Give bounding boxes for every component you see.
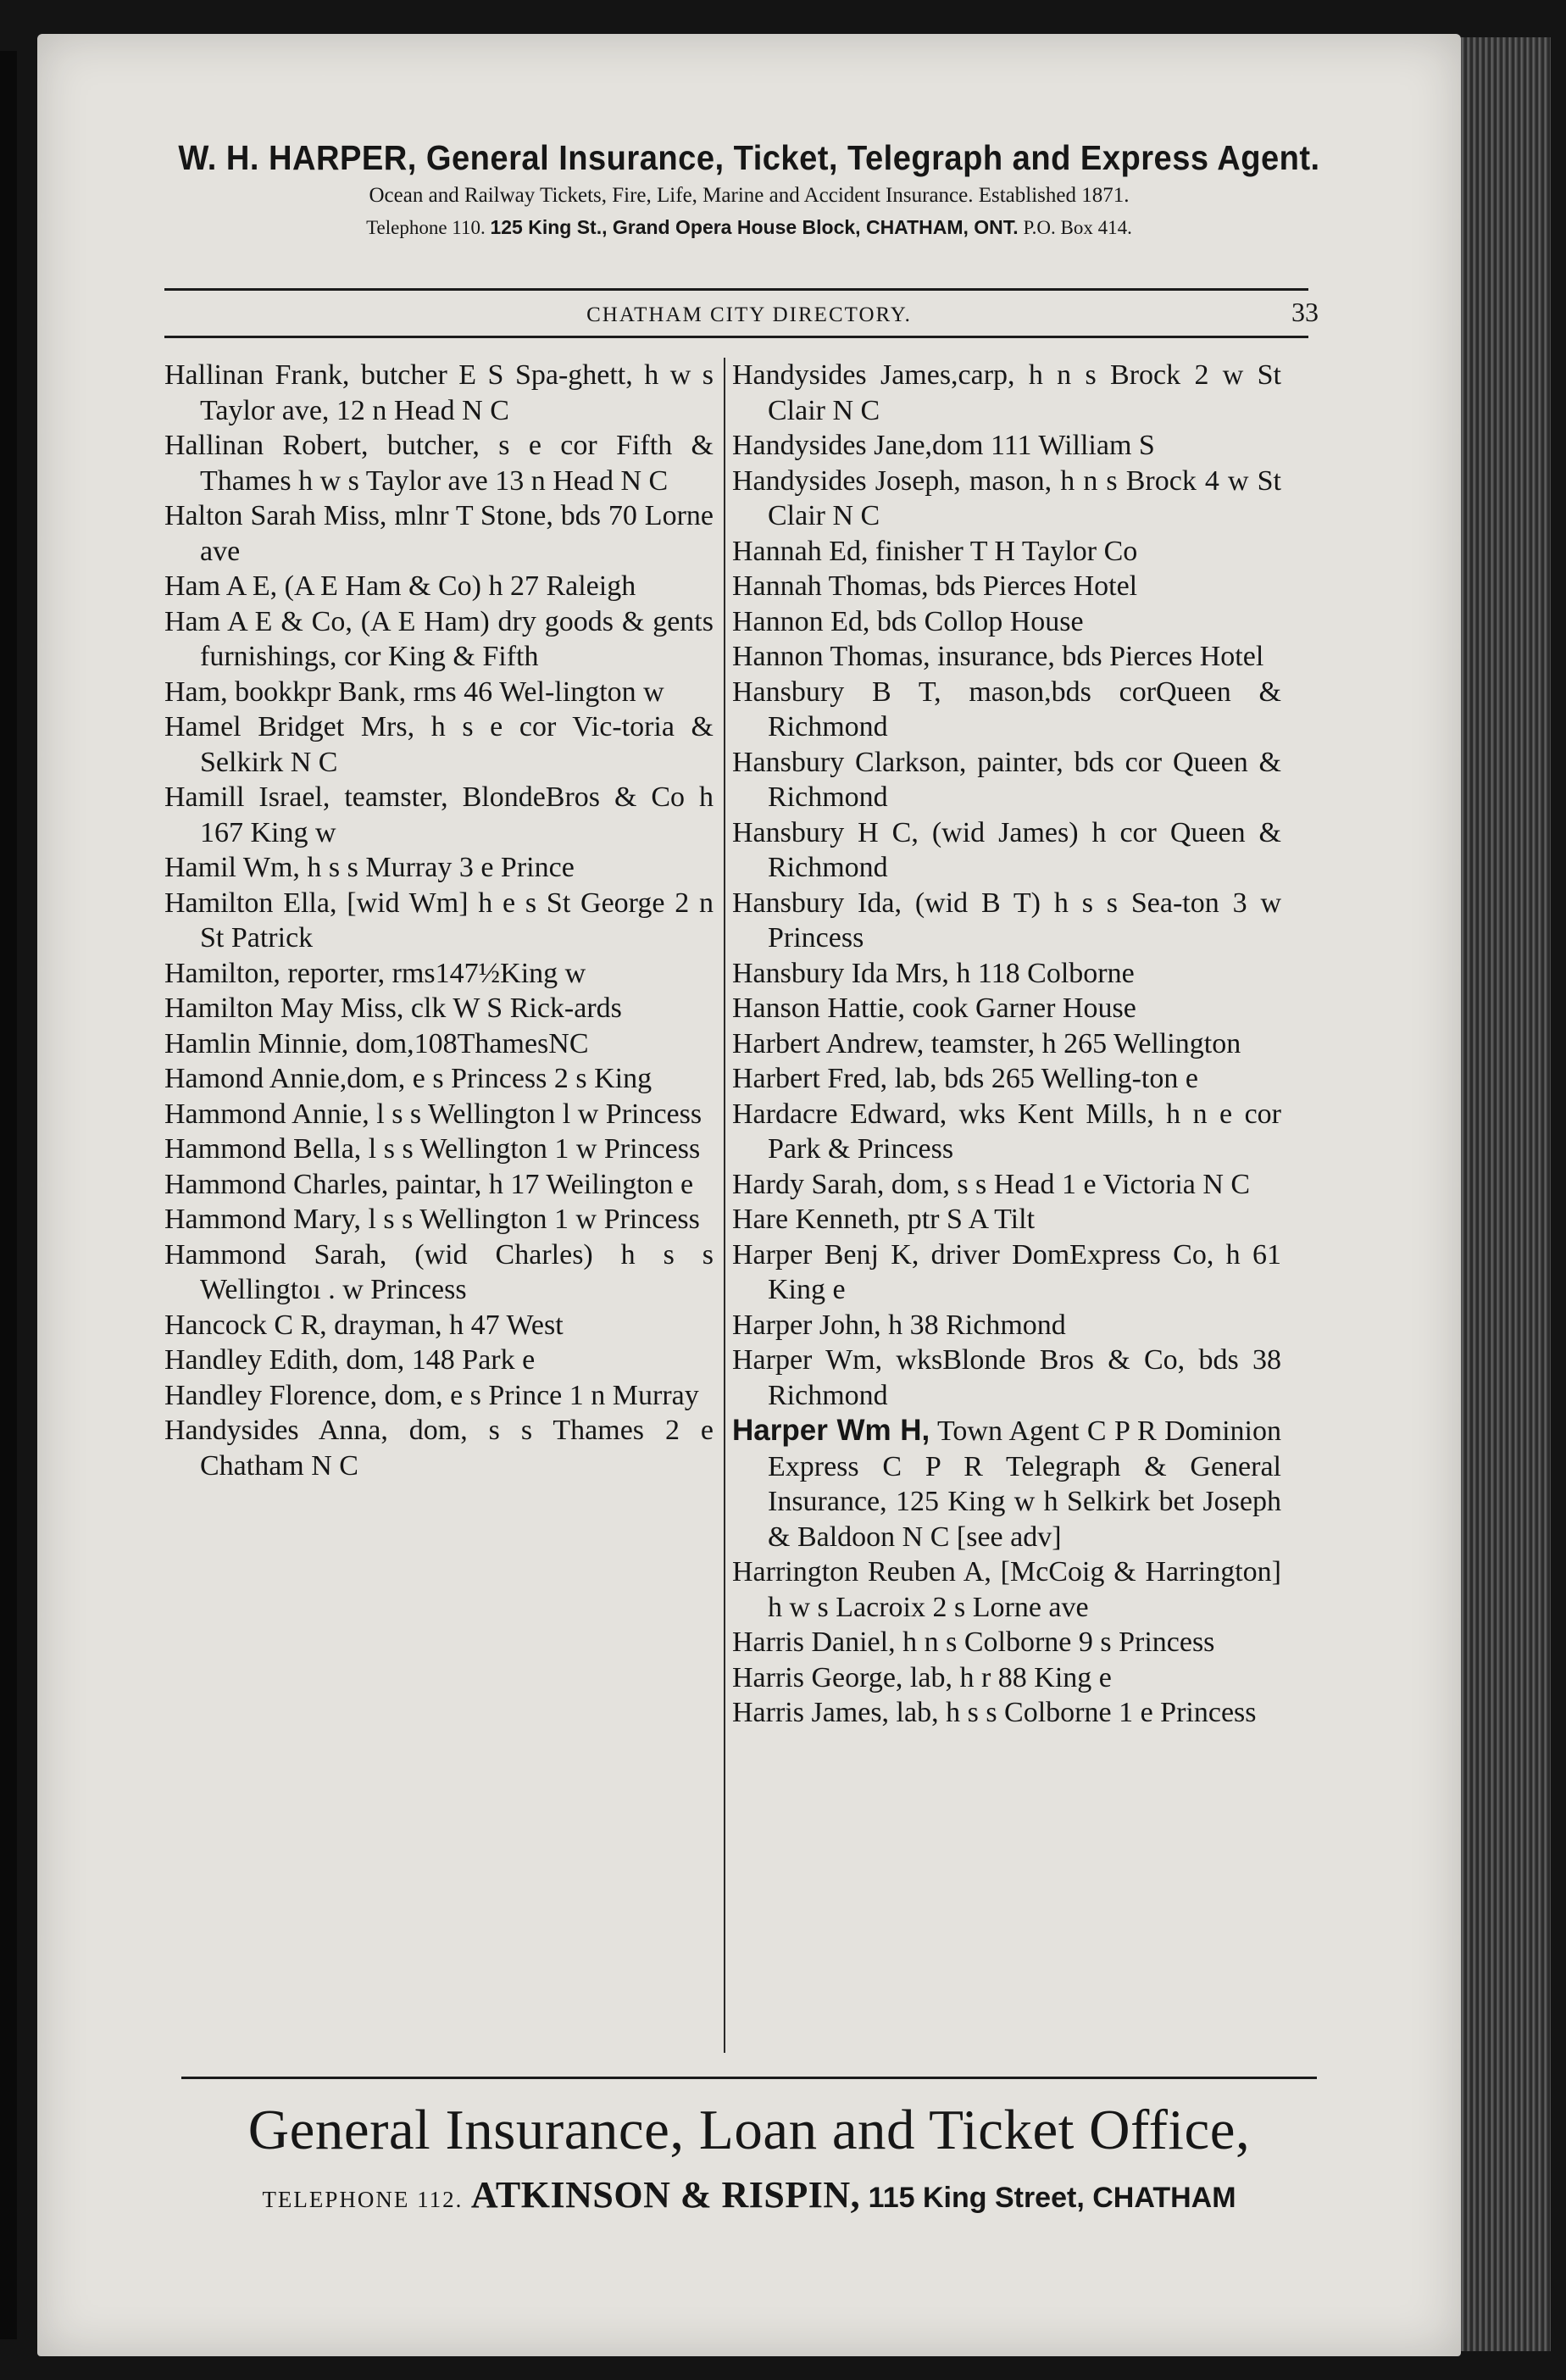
directory-entry: Hamilton, reporter, rms147½King w — [164, 957, 586, 989]
directory-entry: Harper Wm, wksBlonde Bros & Co, bds 38 Richmond — [732, 1344, 1281, 1411]
directory-entry: Hansbury Ida Mrs, h 118 Colborne — [732, 957, 1135, 989]
directory-page — [37, 34, 1461, 2356]
directory-entry: Harris James, lab, h s s Colborne 1 e Princess — [732, 1697, 1257, 1728]
directory-entry: Hamill Israel, teamster, BlondeBros & Co h 167 King w — [164, 781, 714, 848]
directory-entry: Hansbury B T, mason,bds corQueen & Richmond — [732, 676, 1281, 742]
directory-entry: Hallinan Frank, butcher E S Spa-ghett, h w s Taylor ave, 12 n Head N C — [164, 359, 714, 426]
directory-entry: Handley Edith, dom, 148 Park e — [164, 1344, 536, 1376]
directory-entry: Hamlin Minnie, dom,108ThamesNC — [164, 1027, 589, 1059]
directory-entry: Harper Benj K, driver DomExpress Co, h 61 King e — [732, 1238, 1281, 1305]
directory-entry: Handysides Jane,dom 111 William S — [732, 430, 1155, 461]
directory-entry: Hallinan Robert, butcher, s e cor Fifth & Thames h w s Taylor ave 13 n Head N C — [164, 430, 714, 497]
directory-entry: Harrington Reuben A, [McCoig & Harrington] h w s Lacroix 2 s Lorne ave — [732, 1556, 1281, 1623]
directory-entry: Hare Kenneth, ptr S A Tilt — [732, 1204, 1036, 1235]
footer-advert-title: General Insurance, Loan and Ticket Office, — [247, 2099, 1251, 2161]
directory-entry: Hammond Sarah, (wid Charles) h s s Wellingtoı . w Princess — [164, 1238, 714, 1305]
entry-details: Town Agent C P R Dominion Express C P R Telegraph & General Insurance, 125 King w h Selkirk bet Joseph & Baldoon N C [see adv] — [768, 1415, 1281, 1553]
left-column — [164, 358, 714, 1483]
entry-name-bold: Harper Wm H, — [732, 1414, 930, 1447]
directory-entry: Halton Sarah Miss, mlnr T Stone, bds 70 Lorne ave — [164, 500, 714, 567]
directory-entry: Ham, bookkpr Bank, rms 46 Wel-lington w — [164, 676, 664, 708]
directory-entry: Hamel Bridget Mrs, h s e cor Vic-toria & Selkirk N C — [164, 711, 714, 778]
footer-advert-contact — [37, 2171, 1461, 2223]
directory-entry: Hammond Annie, l s s Wellington l w Princess — [164, 1098, 702, 1130]
directory-entry: Harris George, lab, h r 88 King e — [732, 1661, 1112, 1693]
directory-entry: Hamond Annie,dom, e s Princess 2 s King — [164, 1063, 652, 1094]
directory-entry: Hamil Wm, h s s Murray 3 e Prince — [164, 852, 575, 883]
directory-entry: Hannon Thomas, insurance, bds Pierces Hotel — [732, 641, 1264, 672]
directory-entry: Hansbury Clarkson, painter, bds cor Queen & Richmond — [732, 746, 1281, 813]
directory-entry — [732, 1413, 1281, 1554]
directory-entry: Hanson Hattie, cook Garner House — [732, 993, 1136, 1024]
page-number: 33 — [1291, 297, 1319, 327]
running-head-rule — [164, 336, 1308, 338]
directory-entry: Hardy Sarah, dom, s s Head 1 e Victoria N C — [732, 1168, 1251, 1200]
directory-entry: Harris Daniel, h n s Colborne 9 s Princess — [732, 1627, 1215, 1658]
directory-entry: Hamilton Ella, [wid Wm] h e s St George 2 n St Patrick — [164, 887, 714, 954]
directory-entry: Ham A E & Co, (A E Ham) dry goods & gents furnishings, cor King & Fifth — [164, 605, 714, 672]
directory-entry: Hansbury H C, (wid James) h cor Queen & Richmond — [732, 816, 1281, 883]
directory-entry: Ham A E, (A E Ham & Co) h 27 Raleigh — [164, 570, 636, 602]
directory-entry: Harbert Andrew, teamster, h 265 Wellington — [732, 1027, 1241, 1059]
footer-advert-address: 115 King Street, CHATHAM — [868, 2182, 1236, 2214]
header-advert-box: P.O. Box 414. — [1023, 217, 1132, 238]
directory-entry: Handysides Joseph, mason, h n s Brock 4 w St Clair N C — [732, 464, 1281, 531]
right-column — [732, 358, 1281, 1731]
header-rule — [164, 288, 1308, 291]
directory-entry: Hamilton May Miss, clk W S Rick-ards — [164, 993, 622, 1024]
directory-entry: Hardacre Edward, wks Kent Mills, h n e cor Park & Princess — [732, 1098, 1281, 1165]
directory-title: CHATHAM CITY DIRECTORY. — [586, 303, 912, 326]
footer-advert-firm: ATKINSON & RISPIN, — [470, 2174, 861, 2216]
header-advert-phone: Telephone 110. — [366, 217, 486, 238]
header-advert-services: Ocean and Railway Tickets, Fire, Life, Marine and Accident Insurance. Established 1871. — [369, 184, 1130, 207]
directory-entry: Hansbury Ida, (wid B T) h s s Sea-ton 3 w Princess — [732, 887, 1281, 954]
directory-entry: Hammond Charles, paintar, h 17 Weilington e — [164, 1168, 694, 1200]
column-divider — [724, 358, 725, 2053]
directory-entry: Handley Florence, dom, e s Prince 1 n Murray — [164, 1379, 699, 1411]
directory-entry: Harbert Fred, lab, bds 265 Welling-ton e — [732, 1063, 1198, 1094]
directory-entry: Hancock C R, drayman, h 47 West — [164, 1309, 564, 1341]
running-head — [37, 298, 1461, 332]
header-advertisement — [37, 136, 1461, 243]
directory-entry: Handysides James,carp, h n s Brock 2 w St Clair N C — [732, 359, 1281, 426]
header-advert-contact — [37, 212, 1461, 243]
header-advert-title: W. H. HARPER, General Insurance, Ticket, Telegraph and Express Agent. — [178, 138, 1320, 177]
directory-entry: Handysides Anna, dom, s s Thames 2 e Chatham N C — [164, 1415, 714, 1482]
directory-entry: Hannah Ed, finisher T H Taylor Co — [732, 535, 1138, 567]
footer-advertisement — [37, 2092, 1461, 2223]
footer-advert-telephone: TELEPHONE 112. — [262, 2187, 464, 2212]
directory-entry: Harper John, h 38 Richmond — [732, 1309, 1066, 1341]
directory-entry: Hammond Mary, l s s Wellington 1 w Princess — [164, 1204, 700, 1235]
footer-rule — [181, 2077, 1317, 2079]
directory-entry: Hammond Bella, l s s Wellington 1 w Princess — [164, 1133, 701, 1165]
directory-entry: Hannon Ed, bds Collop House — [732, 605, 1084, 637]
book-binding-shadow — [0, 51, 17, 2339]
directory-entry: Hannah Thomas, bds Pierces Hotel — [732, 570, 1138, 602]
header-advert-address: 125 King St., Grand Opera House Block, CHATHAM, ONT. — [490, 216, 1019, 238]
